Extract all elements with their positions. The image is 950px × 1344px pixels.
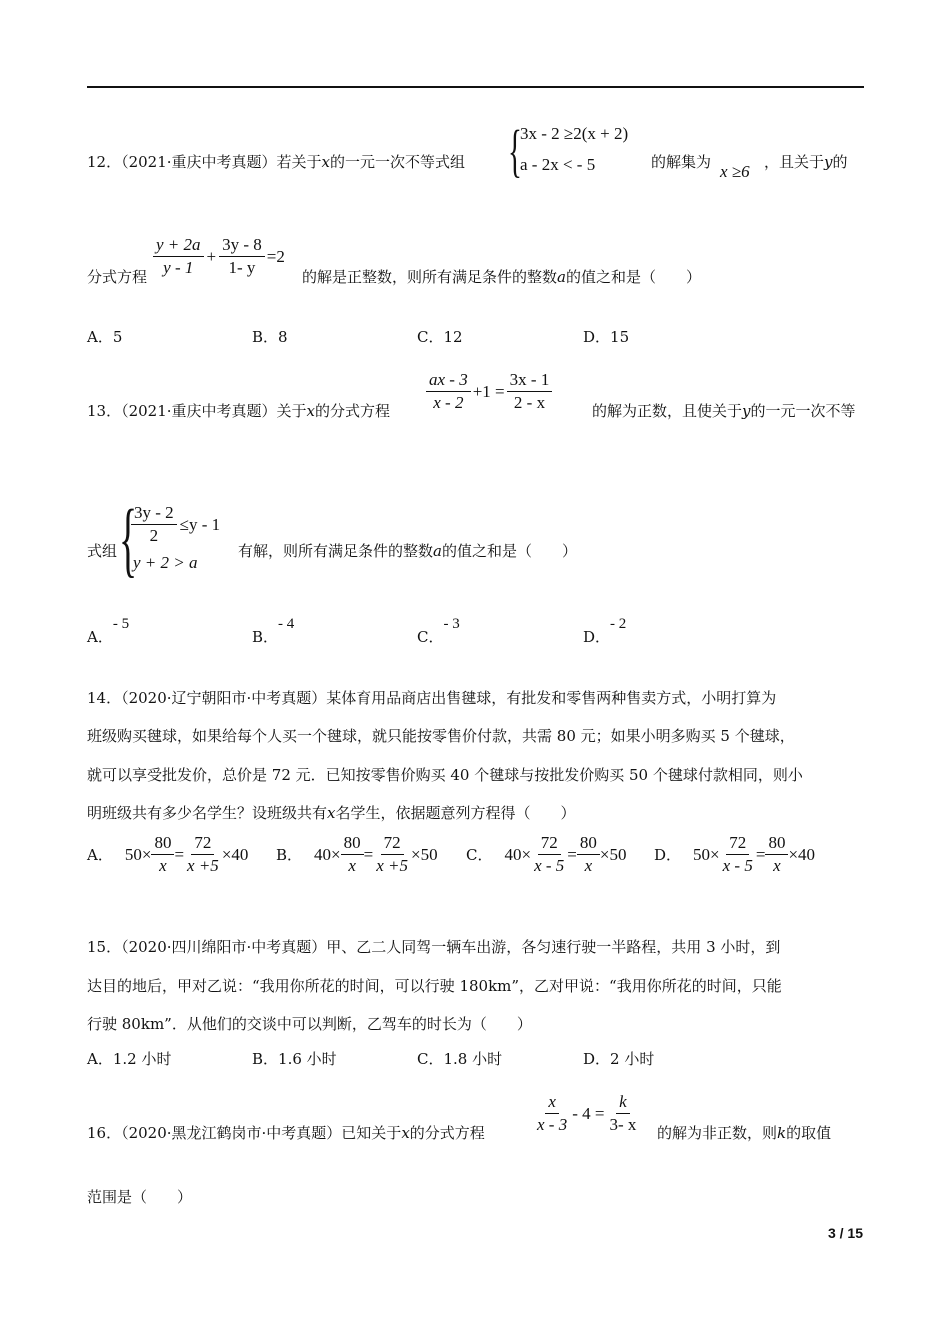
q12-equation: $\frac{y + 2a}{y - 1}$ + $\frac{3y - 8}{1- y}$ =2 bbox=[153, 234, 285, 279]
q13-equation: $\frac{ax - 3}{x - 2}$ +1 = $\frac{3x - 1}{2 - x}$ bbox=[426, 369, 552, 414]
q12-system-line1: 3x - 2 ≥2(x + 2) bbox=[520, 124, 629, 143]
q13-system-line1: $\frac{3y - 2}{2}$ ≤y - 1 bbox=[131, 502, 220, 547]
q12-line1-b: 的解集为 bbox=[651, 153, 712, 171]
q12-option-a[interactable]: A．5 bbox=[87, 328, 123, 346]
q12-system-brace: { bbox=[508, 118, 522, 183]
q15-line3: 行驶 80km”．从他们的交谈中可以判断，乙驾车的时长为（ ） bbox=[87, 1015, 532, 1033]
q14-line2: 班级购买毽球，如果给每个人买一个毽球，就只能按零售价付款，共需 80 元；如果小明多购买 5 个毽球， bbox=[87, 727, 795, 745]
header-rule bbox=[87, 86, 864, 88]
q13-line2-text: 有解，则所有满足条件的整数a的值之和是（ ） bbox=[238, 542, 577, 560]
q16-equation: $\frac{x}{x - 3}$ - 4 = $\frac{k}{3- x}$ bbox=[534, 1091, 639, 1136]
q15-option-c[interactable]: C．1.8 小时 bbox=[417, 1050, 503, 1068]
q13-option-c[interactable]: C．- 3 bbox=[417, 616, 460, 646]
q12-option-d[interactable]: D．15 bbox=[583, 328, 630, 346]
q12-line2-label: 分式方程 bbox=[87, 268, 148, 286]
q13-system-fraction: $\frac{3y - 2}{2}$ bbox=[131, 502, 177, 547]
q12-option-b[interactable]: B．8 bbox=[252, 328, 288, 346]
q14-line1: 14．（2020·辽宁朝阳市·中考真题）某体育用品商店出售毽球，有批发和零售两种售卖方式，小明打算为 bbox=[87, 689, 777, 707]
q13-line2-label: 式组 bbox=[87, 542, 118, 560]
q12-line2-text: 的解是正整数，则所有满足条件的整数a的值之和是（ ） bbox=[302, 268, 701, 286]
q13-system-line2: y + 2 > a bbox=[133, 553, 198, 572]
q13-option-a[interactable]: A．- 5 bbox=[87, 616, 130, 646]
q15-line1: 15．（2020·四川绵阳市·中考真题）甲、乙二人同驾一辆车出游，各匀速行驶一半路程，共用 3 小时，到 bbox=[87, 938, 781, 956]
q12-line1-c: ，且关于y的 bbox=[764, 153, 848, 171]
q13-line1: 13．（2021·重庆中考真题）关于x的分式方程 bbox=[87, 402, 391, 420]
q13-fraction-1: $\frac{ax - 3}{x - 2}$ bbox=[426, 369, 471, 414]
q14-line4: 明班级共有多少名学生？设班级共有x名学生，依据题意列方程得（ ） bbox=[87, 804, 576, 822]
q15-option-b[interactable]: B．1.6 小时 bbox=[252, 1050, 337, 1068]
q12-fraction-1: $\frac{y + 2a}{y - 1}$ bbox=[153, 234, 204, 279]
q16-fraction-1: $\frac{x}{x - 3}$ bbox=[537, 1092, 568, 1134]
q16-line1-b: 的解为非正数，则k的取值 bbox=[657, 1124, 832, 1142]
q14-option-c[interactable]: C． 40× $\frac{72}{x - 5}$ = $\frac{80}{x}$ ×50 bbox=[466, 833, 627, 875]
q14-option-b[interactable]: B． 40× $\frac{80}{x}$ = $\frac{72}{x +5}$ ×50 bbox=[276, 833, 438, 875]
q13-system-brace: { bbox=[119, 493, 138, 586]
q13-option-b[interactable]: B．- 4 bbox=[252, 616, 295, 646]
q16-fraction-2: $\frac{k}{3- x}$ bbox=[609, 1092, 637, 1134]
q15-line2: 达目的地后，甲对乙说：“我用你所花的时间，可以行驶 180km”，乙对甲说：“我用你所花的时间，只能 bbox=[87, 977, 782, 995]
q13-option-d[interactable]: D．- 2 bbox=[583, 616, 627, 646]
q15-option-d[interactable]: D．2 小时 bbox=[583, 1050, 655, 1068]
q12-line1: 12．（2021·重庆中考真题）若关于x的一元一次不等式组 bbox=[87, 153, 466, 171]
q15-option-a[interactable]: A．1.2 小时 bbox=[87, 1050, 172, 1068]
page-number: 3 / 15 bbox=[827, 1225, 863, 1241]
q12-fraction-2: $\frac{3y - 8}{1- y}$ bbox=[219, 234, 265, 279]
q16-line1: 16．（2020·黑龙江鹤岗市·中考真题）已知关于x的分式方程 bbox=[87, 1124, 485, 1142]
q14-option-d[interactable]: D． 50× $\frac{72}{x - 5}$ = $\frac{80}{x}$ ×40 bbox=[654, 833, 816, 875]
q12-option-c[interactable]: C．12 bbox=[417, 328, 463, 346]
q12-solution-set: x ≥6 bbox=[720, 162, 750, 181]
q12-system-line2: a - 2x < - 5 bbox=[520, 155, 596, 174]
q16-line2: 范围是（ ） bbox=[87, 1188, 193, 1206]
q13-fraction-2: $\frac{3x - 1}{2 - x}$ bbox=[507, 369, 553, 414]
q13-line1-b: 的解为正数，且使关于y的一元一次不等 bbox=[592, 402, 856, 420]
q14-option-a[interactable]: A． 50× $\frac{80}{x}$ = $\frac{72}{x +5}$ ×40 bbox=[87, 833, 249, 875]
q14-line3: 就可以享受批发价，总价是 72 元．已知按零售价购买 40 个毽球与按批发价购买 50 个毽球付款相同，则小 bbox=[87, 766, 803, 784]
